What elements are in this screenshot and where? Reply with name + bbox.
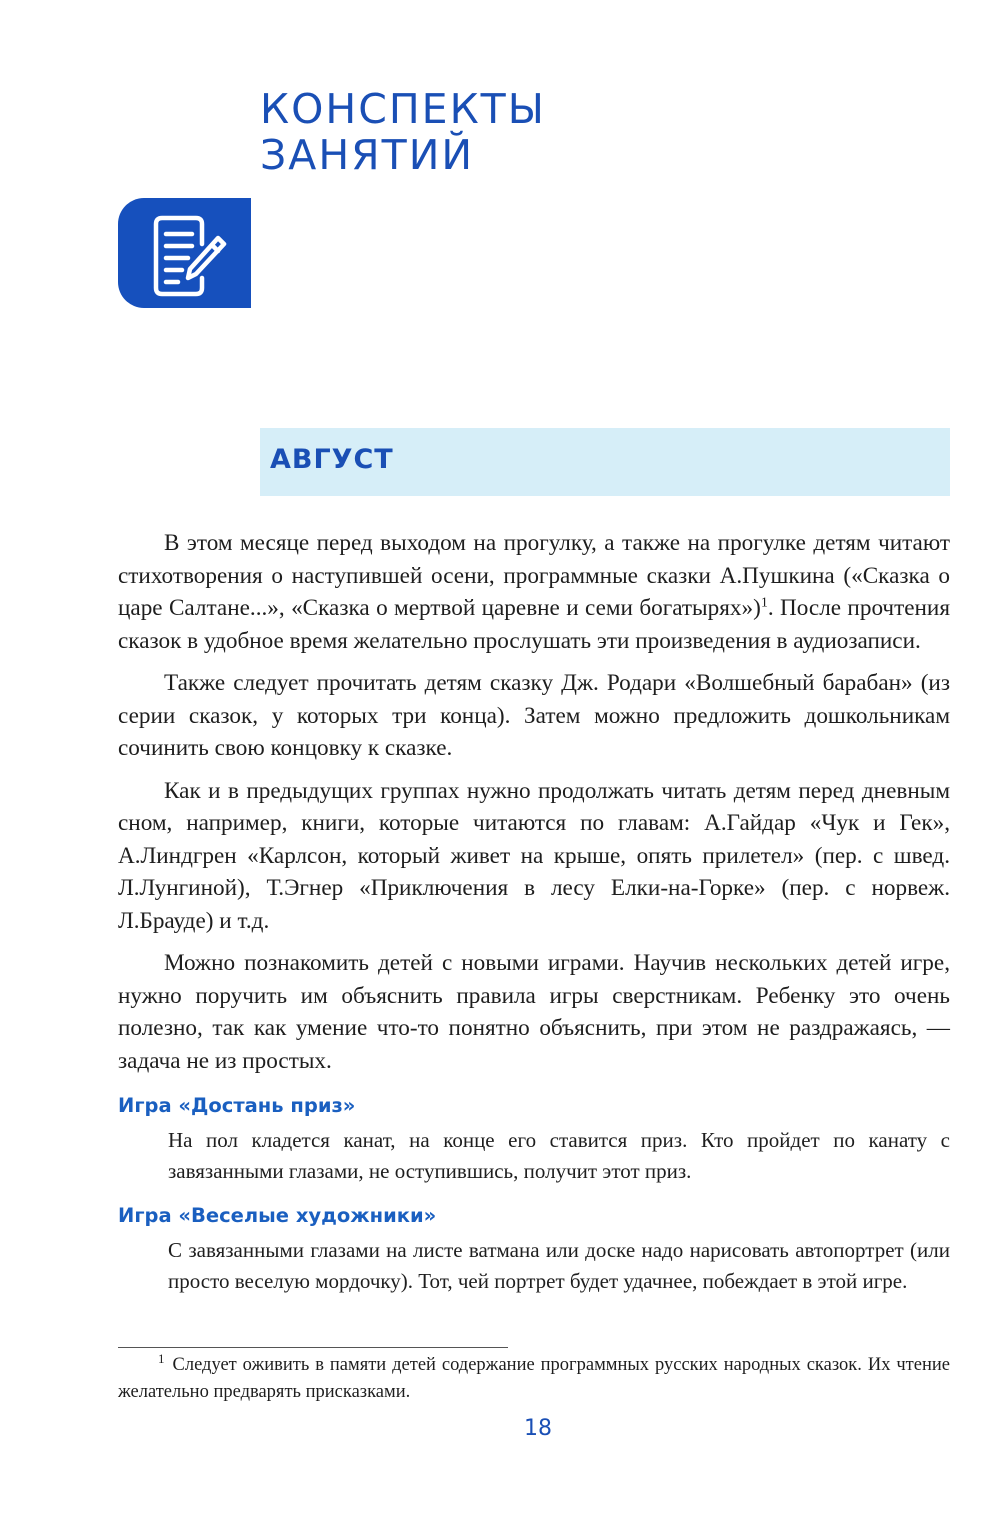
paragraph-2: Также следует прочитать детям сказку Дж. Родари «Волшебный барабан» (из серии сказок, у которых три конца). Затем можно предложить дошкольникам сочинить свою концовку к сказке. [118,670,950,761]
month-band [260,428,950,496]
month-title: АВГУСТ [270,444,394,475]
chapter-icon-box [118,198,251,308]
notes-pen-icon [148,208,228,298]
game-title-dostan-priz: Игра «Достань приз» [118,1094,356,1117]
game-title-veselye-hudozhniki: Игра «Веселые художники» [118,1204,437,1227]
paragraph-3: Как и в предыдущих группах нужно продолжать читать детям перед дневным сном, например, книги, которые читаются по главам: А.Гайдар «Чук и Гек», А.Линдгрен «Карлсон, который живет на крыше, опять прилетел» (пер. с швед. Л.Лунгиной), Т.Эгнер «Приключения в лесу Елки-на-Горке» (пер. с норвеж. Л.Брауде) и т.д. [118,777,950,934]
game-text-dostan-priz: На пол кладется канат, на конце его ставится приз. Кто пройдет по канату с завязанными глазами, не оступившись, получит этот приз. [168,1128,950,1183]
page-number: 18 [524,1416,552,1441]
footnote-reference: 1 [760,595,768,611]
chapter-title-line-2: ЗАНЯТИЙ [260,131,475,179]
footnote-mark: 1 [158,1350,165,1366]
paragraph-4: Можно познакомить детей с новыми играми. Научив нескольких детей игре, нужно поручить им объяснить правила игры сверстникам. Ребенку это очень полезно, так как умение что-то понятно объяснить, при этом не раздражаясь, — задача не из простых. [118,950,950,1074]
chapter-title-line-1: КОНСПЕКТЫ [260,85,546,133]
body-text [118,527,950,1305]
game-text-veselye-hudozhniki: С завязанными глазами на листе ватмана или доске надо нарисовать автопортрет (или просто веселую мордочку). Тот, чей портрет будет удачнее, побеждает в этой игре. [168,1238,950,1293]
footnote-text: Следует оживить в памяти детей содержание программных русских народных сказок. Их чтение желательно предварять присказками. [118,1355,950,1402]
footnote-divider [118,1347,508,1348]
paragraph-1: В этом месяце перед выходом на прогулку, а также на прогулке детям читают стихотворения о наступившей осени, программные сказки А.Пушкина («Сказка о царе Салтане...», «Сказка о мертвой царевне и семи богатырях»)$^1$. После прочтения сказок в удобное время желательно прослушать эти произведения в аудиозаписи. [118,530,951,654]
footnote [118,1352,950,1406]
chapter-title [260,86,546,178]
